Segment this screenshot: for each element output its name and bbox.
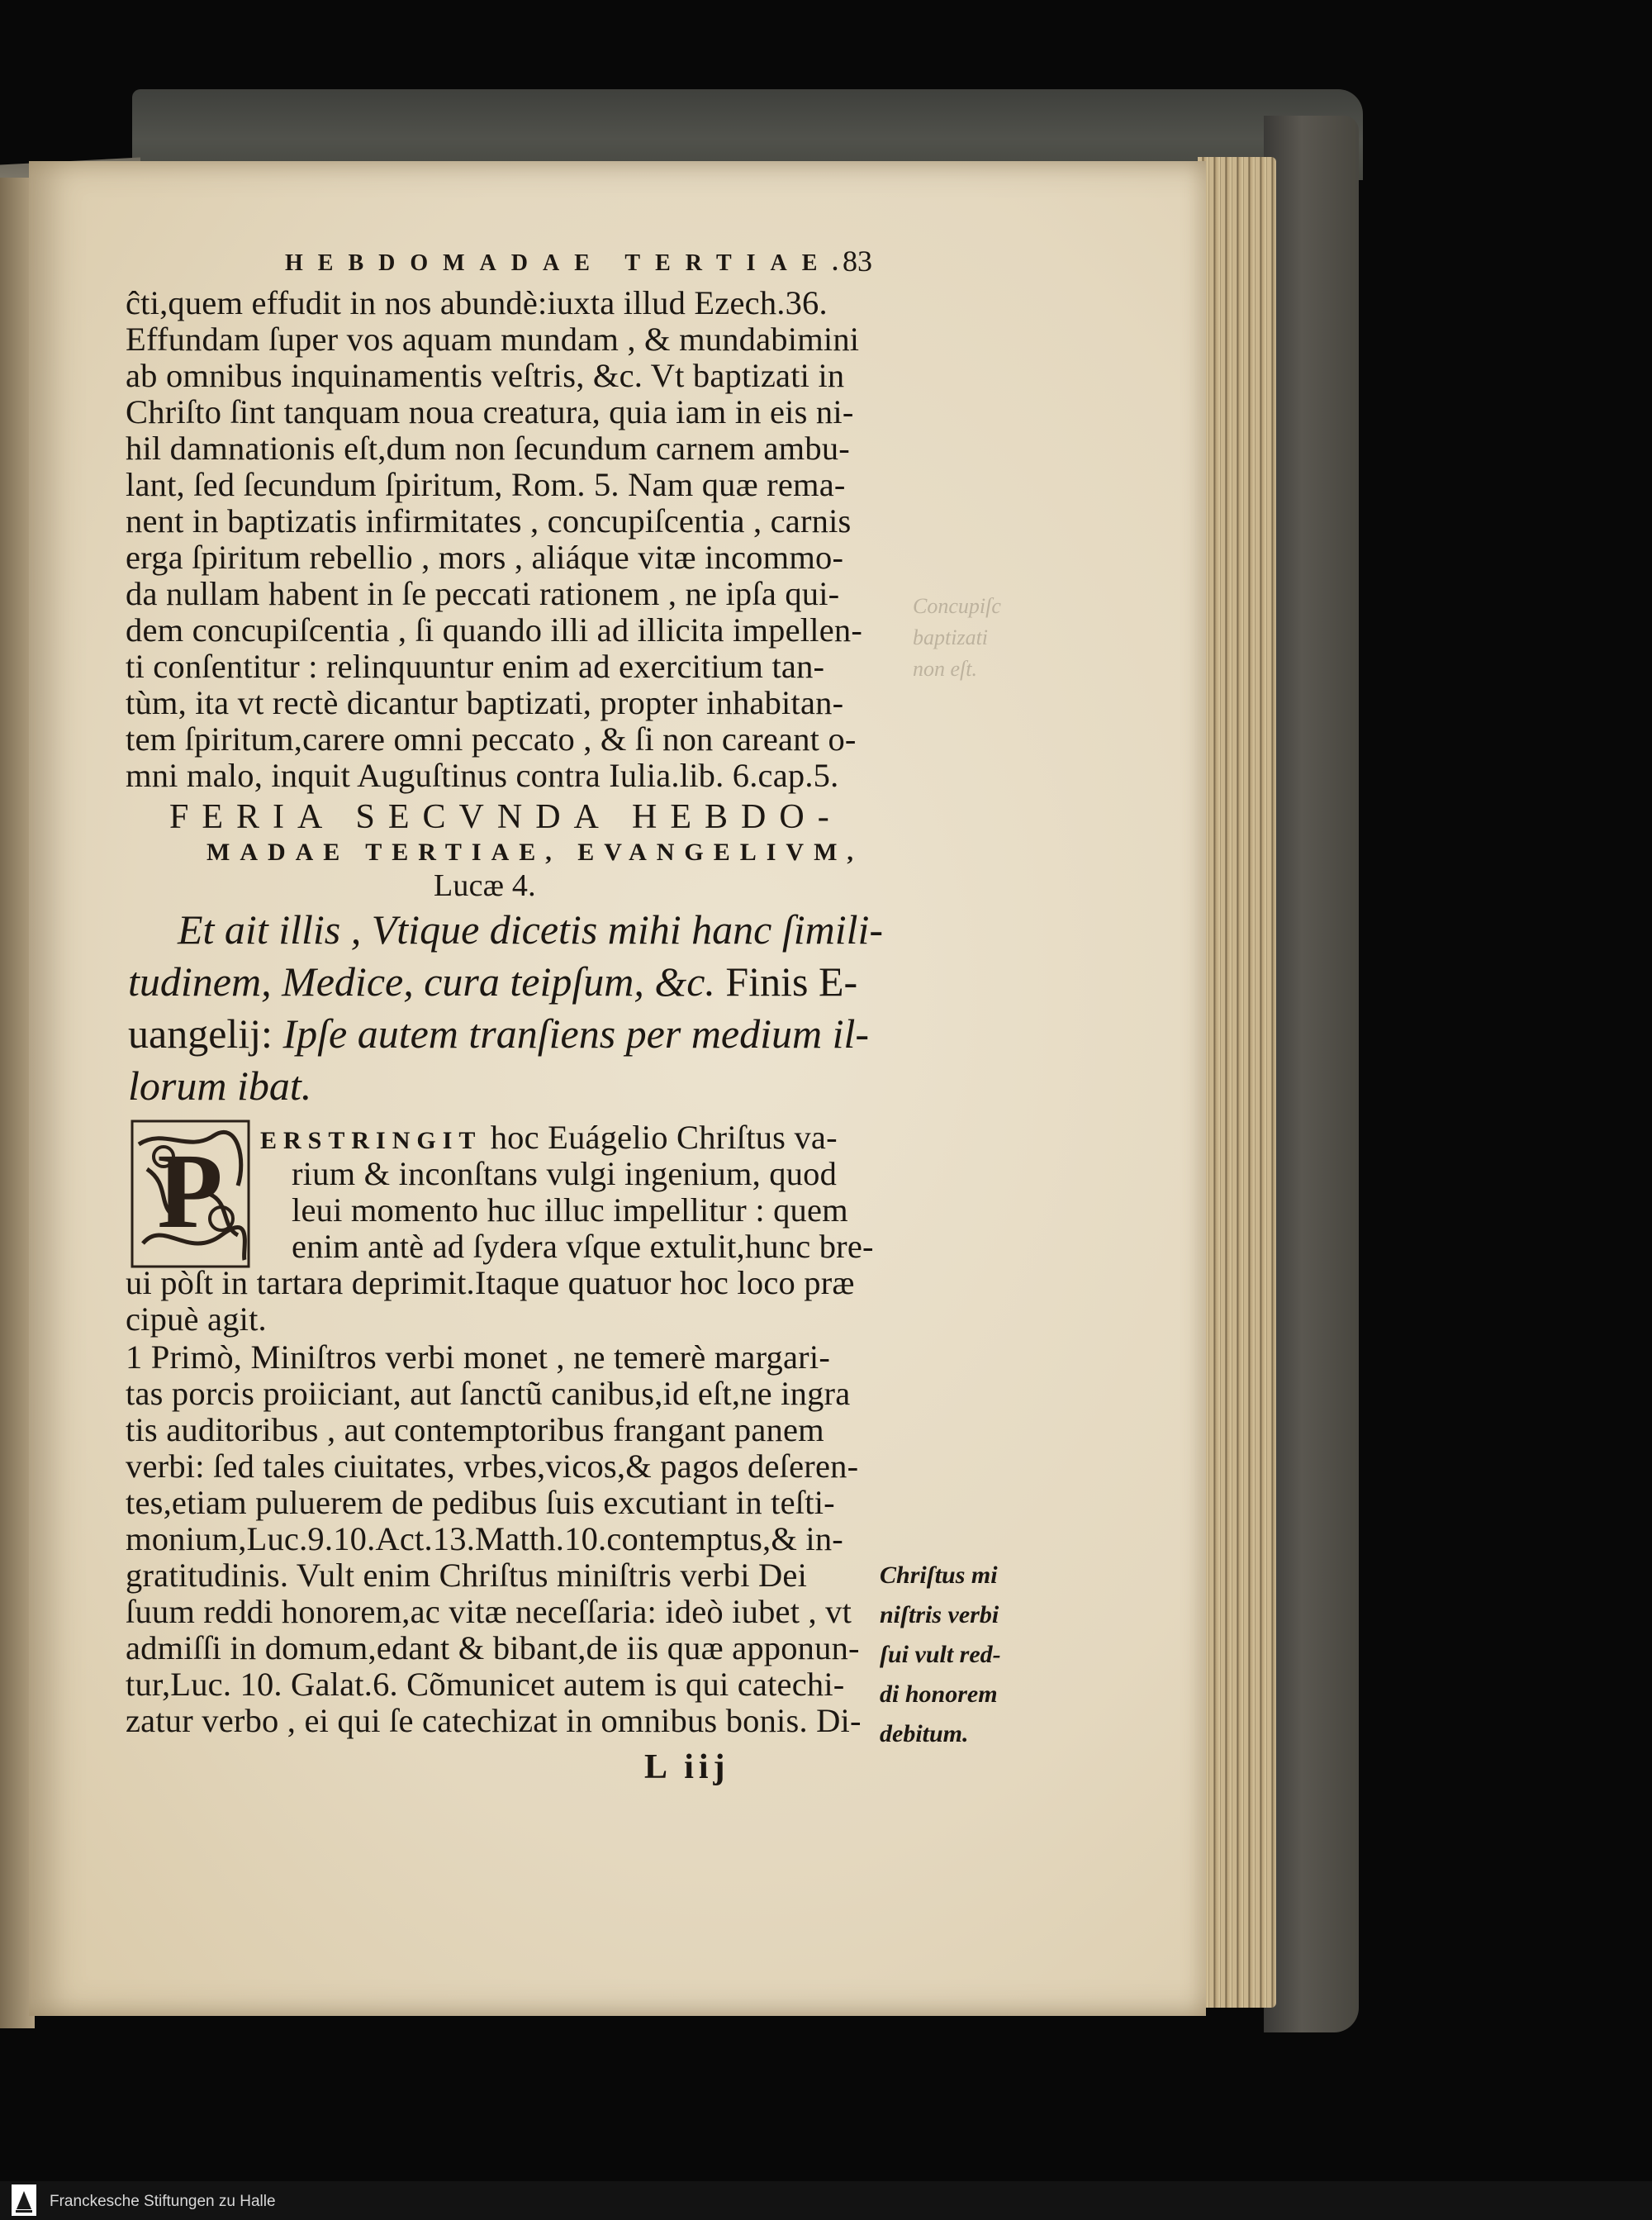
text-line: admiſſi in domum,edant & bibant,de iis quæ apponun- [126, 1629, 860, 1666]
running-head: HEBDOMADAE TERTIAE. [285, 250, 853, 276]
bleed-through-text: Concupiſc [913, 594, 1001, 618]
text-line: zatur verbo , ei qui ſe catechizat in omnibus bonis. Di- [126, 1702, 862, 1739]
lead-rest: hoc Euágelio Chriſtus va- [482, 1119, 838, 1156]
bleed-through-text: baptizati [913, 625, 989, 649]
text-line: hil damnationis eſt,dum non ſecundum carnem ambu- [126, 430, 850, 467]
text-line: ti conſentitur : relinquuntur enim ad exercitium tan- [126, 648, 825, 685]
gospel-roman: uangelij: [128, 1010, 273, 1057]
text-line: ab omnibus inquinamentis veſtris, &c. Vt baptizati in [126, 357, 845, 394]
gospel-italic: tudinem, Medice, cura teipſum, &c. [128, 958, 715, 1005]
text-line: ĉti,quem effudit in nos abundè:iuxta illud Ezech.36. [126, 284, 828, 321]
section-heading-line1: FERIA SECVNDA HEBDO- [169, 798, 843, 836]
page-number: 83 [843, 245, 872, 278]
gospel-line [128, 957, 857, 1006]
margin-note-line: niſtris verbi [880, 1601, 999, 1628]
text-line: gratitudinis. Vult enim Chriſtus miniſtris verbi Dei [126, 1557, 808, 1594]
text-line: ui pòſt in tartara deprimit.Itaque quatuor hoc loco præ [126, 1264, 855, 1301]
section-heading-line3: Lucæ 4. [434, 868, 536, 903]
section-heading-line2: MADAE TERTIAE, EVANGELIVM, [206, 839, 863, 866]
text-line: tur,Luc. 10. Galat.6. Cõmunicet autem is qui catechi- [126, 1666, 845, 1703]
text-line: Chriſto ſint tanquam noua creatura, quia iam in eis ni- [126, 393, 854, 430]
initial-letter: P [157, 1132, 223, 1251]
text-line: nent in baptizatis infirmitates , concupiſcentia , carnis [126, 502, 852, 540]
text-line: tem ſpiritum,carere omni peccato , & ſi non careant o- [126, 720, 857, 758]
gospel-italic: Ipſe autem tranſiens per medium il- [272, 1010, 870, 1057]
text-line [260, 1120, 838, 1159]
margin-note-line: di honorem [880, 1680, 998, 1708]
lead-word: ERSTRINGIT [260, 1127, 482, 1154]
gospel-roman: Finis E- [714, 958, 858, 1005]
gospel-line: lorum ibat. [128, 1062, 312, 1109]
margin-note-line: debitum. [880, 1720, 969, 1747]
gospel-line [128, 1009, 869, 1058]
text-line: ſuum reddi honorem,ac vitæ neceſſaria: ideò iubet , vt [126, 1593, 852, 1630]
decorated-initial [131, 1120, 250, 1268]
text-line: monium,Luc.9.10.Act.13.Matth.10.contemptus,& in- [126, 1520, 843, 1557]
text-line: tes,etiam puluerem de pedibus ſuis excutiant in teſti- [126, 1484, 835, 1521]
text-line: da nullam habent in ſe peccati rationem , ne ipſa qui- [126, 575, 840, 612]
institution-logo-icon [12, 2184, 36, 2216]
signature-mark: L iij [644, 1748, 730, 1786]
bleed-through-text: non eſt. [913, 657, 977, 681]
text-line: rium & inconſtans vulgi ingenium, quod [292, 1155, 838, 1192]
viewer-footer [0, 2181, 1652, 2220]
text-line: verbi: ſed tales ciuitates, vrbes,vicos,& pagos deſeren- [126, 1448, 859, 1485]
page-edges [1198, 157, 1276, 2008]
text-line: cipuè agit. [126, 1300, 267, 1338]
text-line: lant, ſed ſecundum ſpiritum, Rom. 5. Nam quæ rema- [126, 466, 846, 503]
text-line: Effundam ſuper vos aquam mundam , & mundabimini [126, 321, 860, 358]
text-line: enim antè ad ſydera vſque extulit,hunc bre- [292, 1228, 874, 1265]
text-line: mni malo, inquit Auguſtinus contra Iulia.lib. 6.cap.5. [126, 757, 839, 794]
text-line: leui momento huc illuc impellitur : quem [292, 1191, 848, 1229]
margin-note-line: Chriſtus mi [880, 1562, 998, 1589]
text-line: tis auditoribus , aut contemptoribus frangant panem [126, 1411, 824, 1448]
institution-name: Franckesche Stiftungen zu Halle [50, 2193, 276, 2210]
book-cover-right [1264, 116, 1359, 2032]
text-line: 1 Primò, Miniſtros verbi monet , ne temerè margari- [126, 1338, 831, 1376]
margin-note-line: ſui vult red- [880, 1641, 1001, 1668]
text-line: dem concupiſcentia , ſi quando illi ad illicita impellen- [126, 611, 863, 649]
book-page [29, 161, 1206, 2016]
text-line: tas porcis proiiciant, aut ſanctũ canibus,id eſt,ne ingra [126, 1375, 851, 1412]
text-line: tùm, ita vt rectè dicantur baptizati, propter inhabitan- [126, 684, 844, 721]
gospel-line: Et ait illis , Vtique dicetis mihi hanc ſimili- [178, 906, 884, 953]
text-line: erga ſpiritum rebellio , mors , aliáque vitæ incommo- [126, 539, 844, 576]
